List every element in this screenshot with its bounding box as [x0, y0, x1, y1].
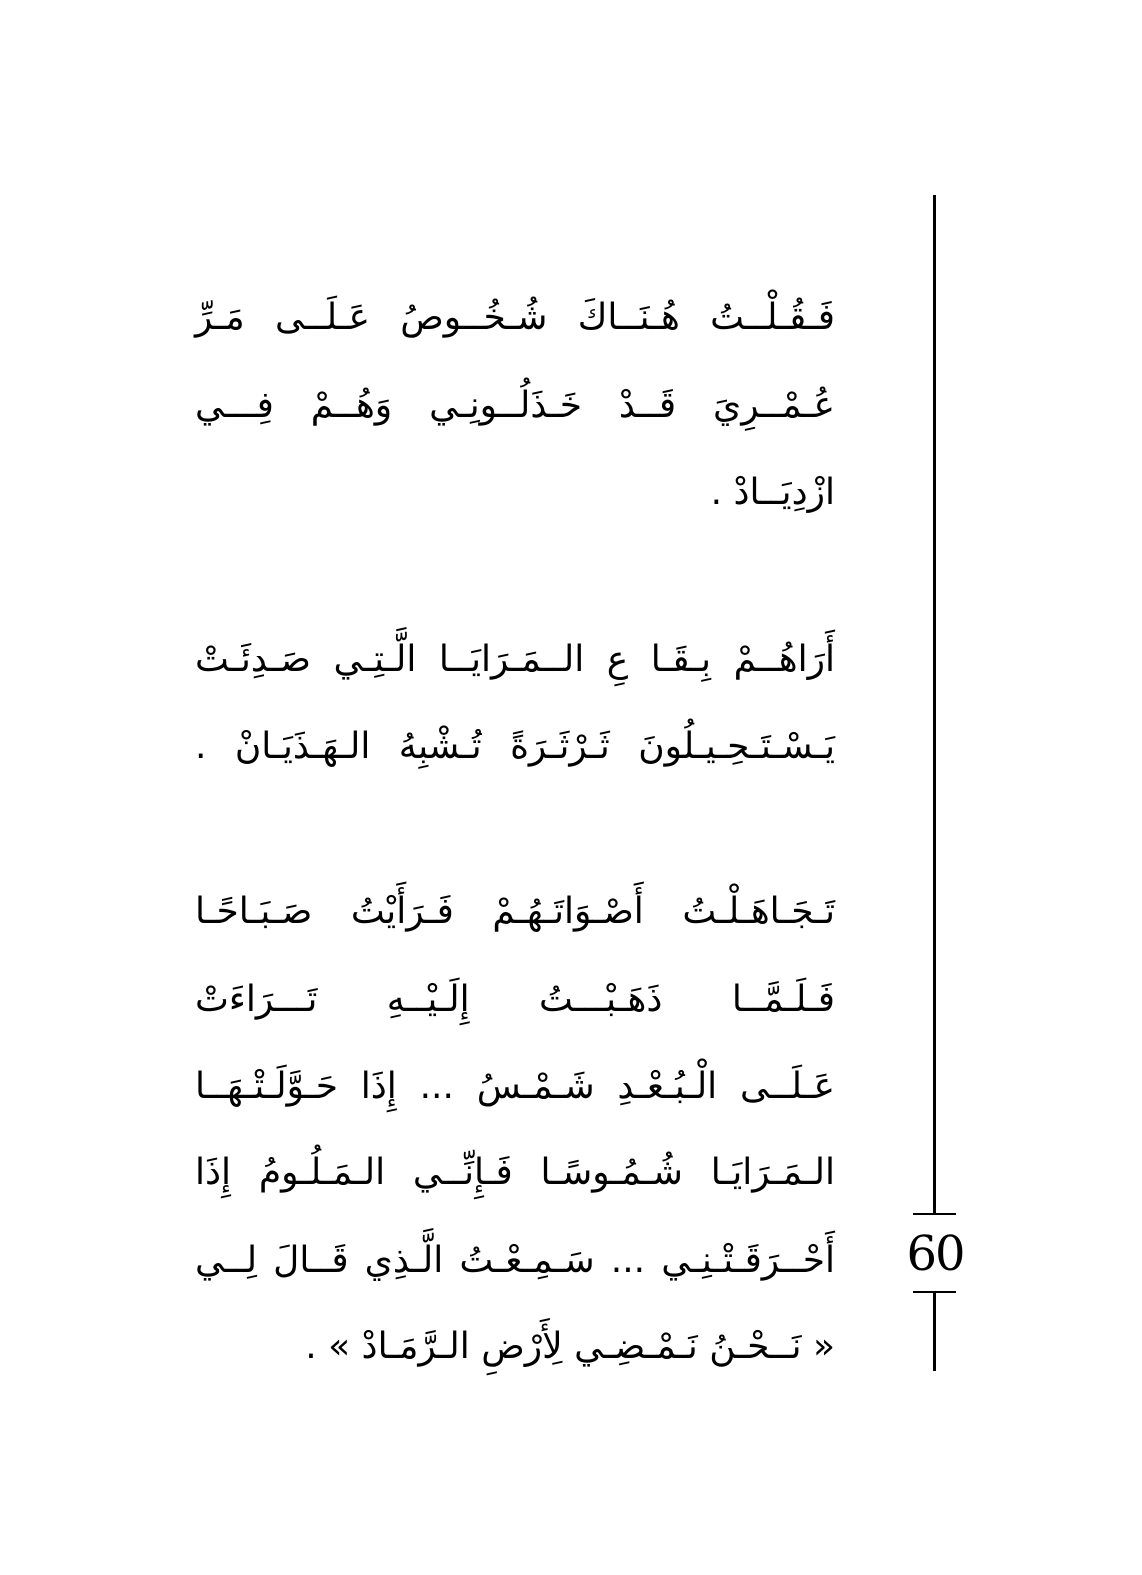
poem-line: فَـلَـمَّــا ذَهَـبْـــتُ إِلَـيْــهِ تَـــرَاءَتْ — [195, 979, 835, 1020]
poem-line: تَـجَـاهَـلْـتُ أَصْـوَاتَـهُـمْ فَـرَأَيْتُ صَـبَـاحًـا — [195, 891, 835, 932]
poem-line: أَرَاهُــمْ بِـقَـا عِ الــمَـرَايَــا الَّـتِـي صَـدِئَـتْ — [195, 639, 835, 680]
poem-line: عَـلَــى الْـبُـعْـدِ شَـمْـسُ ... إِذَا حَـوَّلَـتْـهَــا — [195, 1066, 835, 1107]
poem-line: الـمَـرَايَـا شُـمُـوسًـا فَـإِنِّــي الـمَـلُـومُ إِذَا — [195, 1152, 835, 1193]
poem-line: فَـقُـلْــتُ هُـنَــاكَ شُـخُــوصُ عَـلَــى مَـرِّ — [195, 297, 835, 338]
poem-line: أَحْــرَقَـتْـنِـي ... سَـمِـعْـتُ الَّـذِي قَــالَ لِــي — [195, 1240, 835, 1281]
page-number-tick — [913, 1213, 956, 1215]
page-number: 60 — [906, 1226, 964, 1282]
poem-line: ازْدِيَــادْ . — [710, 472, 835, 513]
poem-line: يَـسْـتَـحِـيـلُونَ ثَـرْثَـرَةً تُـشْبِهُ الـهَـذَيَـانْ . — [195, 726, 835, 767]
margin-rule — [933, 1293, 936, 1371]
margin-rule — [933, 195, 936, 1213]
poem-line: عُـمْــرِيَ قَــدْ خَـذَلُــونِـي وَهُــمْ فِـــي — [195, 385, 835, 426]
poem-line: « نَــحْـنُ نَـمْـضِـي لِأَرْضِ الـرَّمَـادْ » . — [305, 1326, 835, 1367]
